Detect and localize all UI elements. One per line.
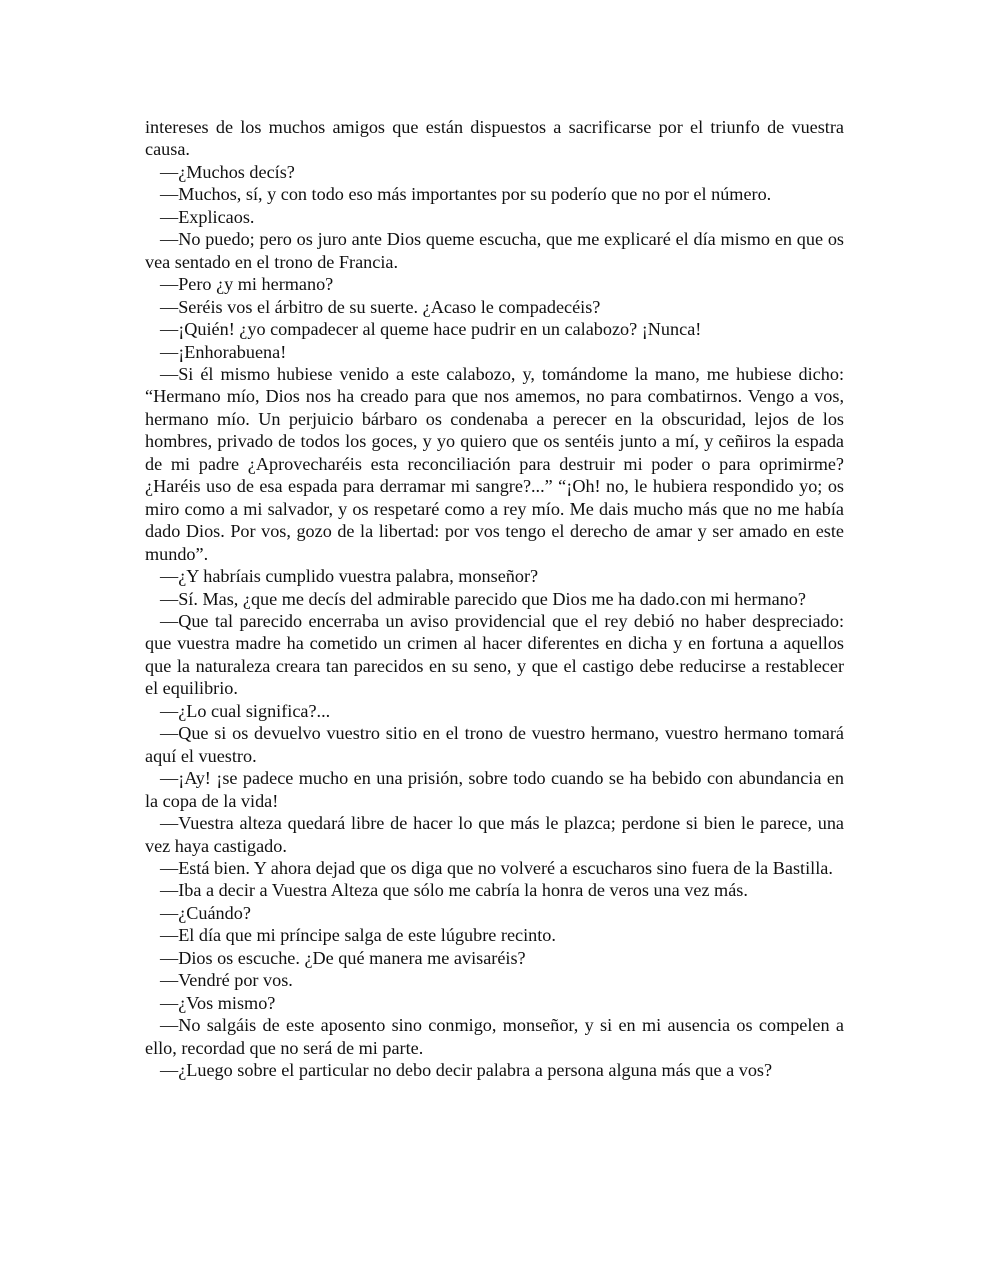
paragraph: —Seréis vos el árbitro de su suerte. ¿Acaso le compadecéis?	[160, 296, 601, 317]
paragraph: —¿Y habríais cumplido vuestra palabra, monseñor?	[160, 566, 539, 587]
paragraph: —¿Lo cual significa?...	[160, 700, 331, 721]
document-page	[145, 116, 844, 1081]
paragraph: —Muchos, sí, y con todo eso más importantes por su poderío que no por el número.	[160, 184, 772, 205]
paragraph: —¡Ay! ¡se padece mucho en una prisión, sobre todo cuando se ha bebido con abundancia en la copa de la vida!	[145, 768, 844, 811]
paragraph: —Dios os escuche. ¿De qué manera me avisaréis?	[160, 947, 526, 968]
paragraph: —No salgáis de este aposento sino conmigo, monseñor, y si en mi ausencia os compelen a ello, recordad que no será de mi parte.	[145, 1015, 844, 1058]
paragraph: —El día que mi príncipe salga de este lúgubre recinto.	[160, 925, 556, 946]
paragraph: —No puedo; pero os juro ante Dios queme escucha, que me explicaré el día mismo en que os vea sentado en el trono de Francia.	[145, 229, 844, 272]
paragraph: intereses de los muchos amigos que están dispuestos a sacrificarse por el triunfo de vuestra causa.	[145, 117, 844, 160]
paragraph: —Que tal parecido encerraba un aviso providencial que el rey debió no haber despreciado: que vuestra madre ha cometido un crimen al hacer diferentes en dicha y en fortuna a aquellos que la naturaleza creara tan parecidos en su seno, y que el castigo debe reducirse a restablecer el equilibrio.	[145, 610, 844, 699]
paragraph: —¿Luego sobre el particular no debo decir palabra a persona alguna más que a vos?	[160, 1060, 773, 1081]
paragraph: —Explicaos.	[160, 206, 255, 227]
paragraph: —Está bien. Y ahora dejad que os diga que no volveré a escucharos sino fuera de la Bastilla.	[160, 857, 833, 878]
paragraph: —Iba a decir a Vuestra Alteza que sólo me cabría la honra de veros una vez más.	[160, 880, 748, 901]
paragraph: —Sí. Mas, ¿que me decís del admirable parecido que Dios me ha dado.con mi hermano?	[160, 588, 806, 609]
paragraph: —Vuestra alteza quedará libre de hacer lo que más le plazca; perdone si bien le parece, una vez haya castigado.	[145, 813, 844, 856]
paragraph: —Si él mismo hubiese venido a este calabozo, y, tomándome la mano, me hubiese dicho: “Hermano mío, Dios nos ha creado para que nos amemos, no para combatirnos. Vengo a vos, hermano mío. Un perjuicio bárbaro os condenaba a perecer en la obscuridad, lejos de los hombres, privado de todos los goces, y yo quiero que os sentéis junto a mí, y ceñiros la espada de mi padre ¿Aprovecharéis esta reconciliación para destruir mi poder o para oprimirme? ¿Haréis uso de esa espada para derramar mi sangre?...” “¡Oh! no, le hubiera respondido yo; os miro como a mi salvador, y os respetaré como a rey mío. Me dais mucho más que no me había dado Dios. Por vos, gozo de la libertad: por vos tengo el derecho de amar y ser amado en este mundo”.	[145, 363, 844, 564]
paragraph: —¡Quién! ¿yo compadecer al queme hace pudrir en un calabozo? ¡Nunca!	[160, 319, 702, 340]
paragraph: —Que si os devuelvo vuestro sitio en el trono de vuestro hermano, vuestro hermano tomará aquí el vuestro.	[145, 723, 844, 766]
paragraph: —¡Enhorabuena!	[160, 341, 287, 362]
paragraph: —¿Muchos decís?	[160, 161, 295, 182]
paragraph: —¿Cuándo?	[160, 902, 251, 923]
paragraph: —Pero ¿y mi hermano?	[160, 274, 334, 295]
paragraph: —Vendré por vos.	[160, 970, 293, 991]
paragraph: —¿Vos mismo?	[160, 992, 276, 1013]
